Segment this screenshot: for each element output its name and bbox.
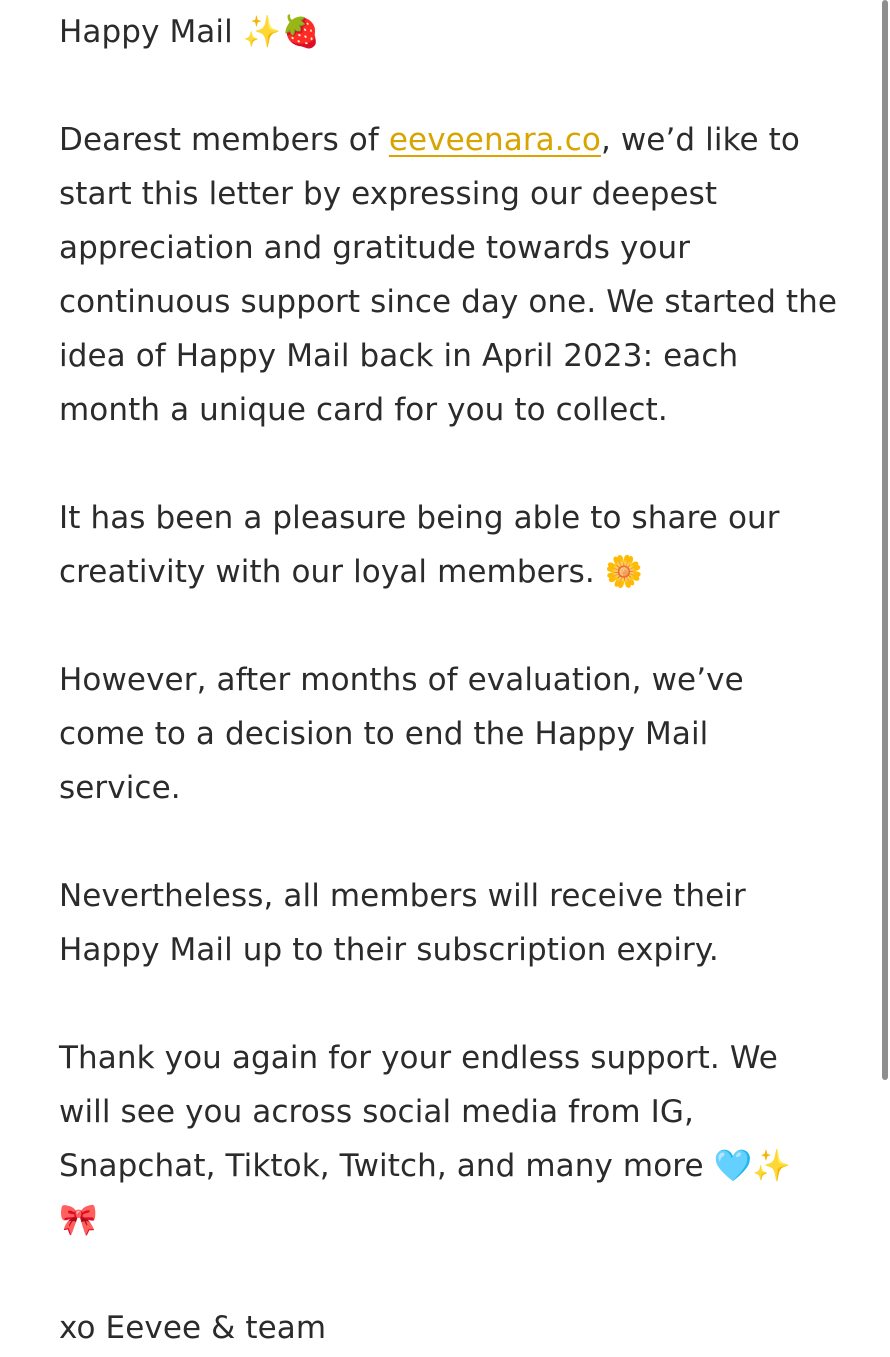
paragraph-thanks <box>59 1031 839 1247</box>
sparkles-icon: ✨ <box>242 14 282 50</box>
daisy-icon: 🌼 <box>604 554 644 590</box>
sparkles-icon: ✨ <box>752 1148 791 1184</box>
ribbon-bow-icon: 🎀 <box>59 1202 98 1238</box>
scrollbar-thumb[interactable] <box>882 0 888 1080</box>
paragraph-pleasure <box>59 491 839 599</box>
pleasure-text: It has been a pleasure being able to share our creativity with our loyal members. <box>59 500 780 590</box>
note-title <box>59 5 839 59</box>
decision-text: However, after months of evaluation, we’ve come to a decision to end the Happy Mail service. <box>59 662 744 806</box>
expiry-text: Nevertheless, all members will receive their Happy Mail up to their subscription expiry. <box>59 878 746 968</box>
scrollbar[interactable] <box>882 0 888 1357</box>
strawberry-icon: 🍓 <box>281 14 321 50</box>
intro-text-after: , we’d like to start this letter by expressing our deepest appreciation and gratitude towards your continuous support since day one. We started the idea of Happy Mail back in April 2023: each month a unique card for you to collect. <box>59 122 838 428</box>
paragraph-decision <box>59 653 839 815</box>
title-text: Happy Mail <box>59 14 243 50</box>
signoff <box>59 1301 839 1355</box>
note-body[interactable] <box>59 5 839 1355</box>
thanks-text: Thank you again for your endless support. We will see you across social media from IG, Snapchat, Tiktok, Twitch, and many more <box>59 1040 778 1184</box>
light-blue-heart-icon: 🩵 <box>713 1148 753 1184</box>
paragraph-expiry <box>59 869 839 977</box>
signoff-text: xo Eevee & team <box>59 1310 327 1346</box>
paragraph-intro <box>59 113 839 437</box>
intro-text-before: Dearest members of <box>59 122 389 158</box>
website-link[interactable]: eeveenara.co <box>388 122 601 158</box>
